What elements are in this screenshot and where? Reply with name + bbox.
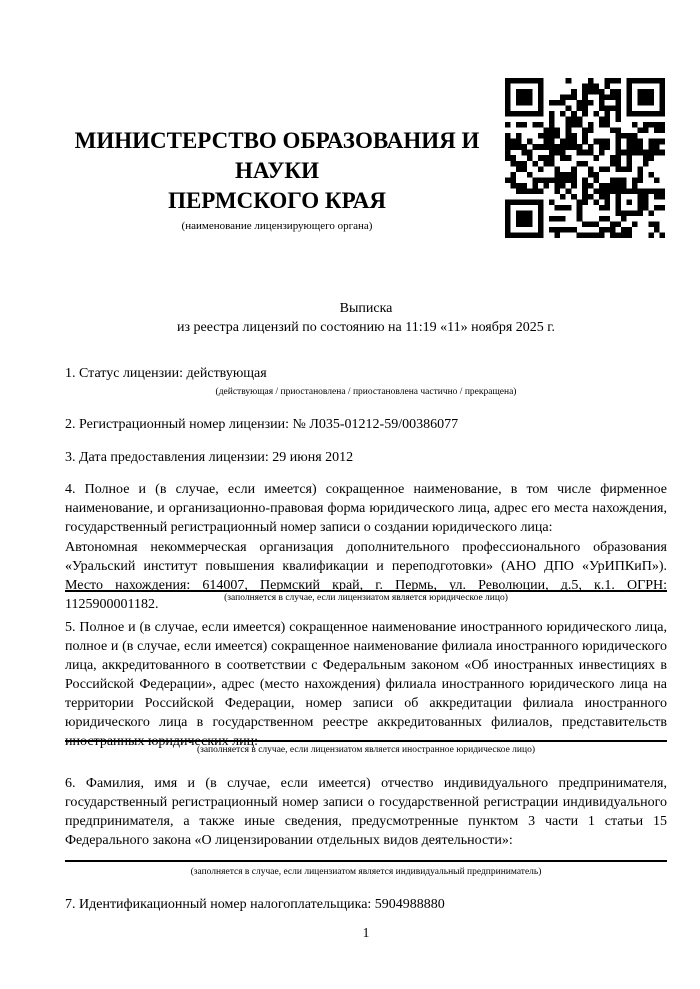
taxpayer-id-line: 7. Идентификационный номер налогоплательщика: 5904988880: [65, 897, 445, 912]
foreign-entity-question: 5. Полное и (в случае, если имеется) сокращенное наименование иностранного юридического лица, полное и (в случае, если имеется) сокращенное наименование филиала иностранного юридического лица, аккредитованного в соответствии с Федеральным законом «Об иностранных инвестициях в Российской Федерации», адрес (место нахождения) филиала иностранного юридического лица на территории Российской Федерации, номер записи об аккредитации филиала иностранного юридического лица в государственном реестре аккредитованных филиалов, представительств иностранных юридических лиц:: [65, 620, 667, 749]
entrepreneur-question: 6. Фамилия, имя и (в случае, если имеется) отчество индивидуального предпринимателя, государственный регистрационный номер записи о государственной регистрации индивидуального предпринимателя, а также иные сведения, предусмотренные пунктом 3 части 1 статьи 15 Федерального закона «О лицензировании отдельных видов деятельности»:: [65, 776, 667, 848]
license-date-line: 3. Дата предоставления лицензии: 29 июня 2012: [65, 450, 354, 465]
foreign-entity-note: (заполняется в случае, если лицензиатом является иностранное юридическое лицо): [197, 745, 535, 755]
license-status-line: 1. Статус лицензии: действующая: [65, 366, 267, 381]
ministry-name-line2: ПЕРМСКОГО КРАЯ: [168, 188, 386, 213]
document-title: [65, 299, 667, 337]
page-number: 1: [362, 925, 370, 940]
status-options-note: (действующая / приостановлена / приостановлена частично / прекращена): [215, 387, 517, 397]
ministry-caption: (наименование лицензирующего органа): [181, 220, 373, 232]
licensing-authority-header: [55, 126, 499, 233]
ministry-name-line1: МИНИСТЕРСТВО ОБРАЗОВАНИЯ И НАУКИ: [74, 128, 480, 183]
registration-number-line: 2. Регистрационный номер лицензии: № Л035-01212-59/00386077: [65, 417, 459, 432]
title-line1: Выписка: [339, 301, 393, 316]
legal-entity-answer: Автономная некоммерческая организация дополнительного профессионального образования «Уральский институт повышения квалификации и переподготовки» (АНО ДПО «УрИПКиП»). Место нахождения: 614007, Пермский край, г. Пермь, ул. Революции, д.5, к.1. ОГРН: 1125900001182.: [65, 540, 667, 612]
legal-entity-note: (заполняется в случае, если лицензиатом является юридическое лицо): [224, 593, 508, 603]
qr-code-icon: [505, 78, 665, 238]
title-line2: из реестра лицензий по состоянию на 11:19 «11» ноября 2025 г.: [177, 320, 555, 335]
separator-line-foreign-entity: [65, 740, 667, 742]
entrepreneur-note: (заполняется в случае, если лицензиатом является индивидуальный предприниматель): [190, 867, 542, 877]
legal-entity-question: 4. Полное и (в случае, если имеется) сокращенное наименование, в том числе фирменное наименование, и организационно-правовая форма юридического лица, адрес его места нахождения, государственный регистрационный номер записи о создании юридического лица:: [65, 482, 667, 535]
separator-line-entrepreneur: [65, 860, 667, 862]
